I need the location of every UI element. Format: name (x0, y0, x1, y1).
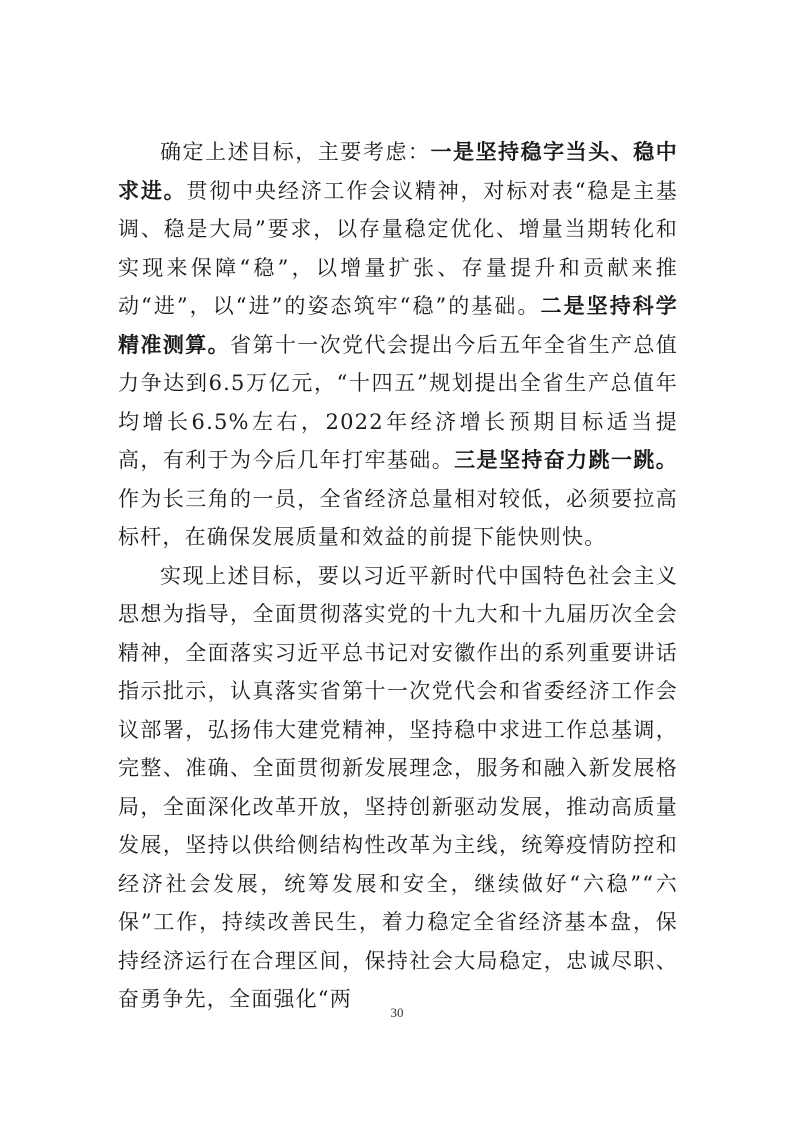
paragraph-2 (118, 557, 678, 1019)
body-text (118, 133, 678, 1019)
p1-seg-6: 作为长三角的一员，全省经济总量相对较低，必须要拉高标杆，在确保发展质量和效益的前提下能快则快。 (118, 486, 678, 549)
p1-seg-5-bold: 三是坚持奋力跳一跳。 (454, 448, 678, 472)
p1-seg-0: 确定上述目标，主要考虑： (160, 140, 431, 164)
p2-seg-0: 实现上述目标，要以习近平新时代中国特色社会主义思想为指导，全面贯彻落实党的十九大和十九届历次全会精神，全面落实习近平总书记对安徽作出的系列重要讲话指示批示，认真落实省第十一次党代会和省委经济工作会议部署，弘扬伟大建党精神，坚持稳中求进工作总基调，完整、准确、全面贯彻新发展理念，服务和融入新发展格局，全面深化改革开放，坚持创新驱动发展，推动高质量发展，坚持以供给侧结构性改革为主线，统筹疫情防控和经济社会发展，统筹发展和安全，继续做好“六稳”“六保”工作，持续改善民生，着力稳定全省经济基本盘，保持经济运行在合理区间，保持社会大局稳定，忠诚尽职、奋勇争先，全面强化“两 (118, 563, 678, 1011)
page-number: 30 (390, 1005, 404, 1020)
p1-seg-2: 贯彻中央经济工作会议精神，对标对表“稳是主基调、稳是大局”要求，以存量稳定优化、增量当期转化和实现来保障“稳”，以增量扩张、存量提升和贡献来推动“进”，以“进”的姿态筑牢“稳”的基础。 (118, 178, 678, 318)
p1-seg-1-bold: 一是坚持稳字当头、稳中求进。 (118, 140, 678, 203)
p1-seg-4: 省第十一次党代会提出今后五年全省生产总值力争达到6.5万亿元，“十四五”规划提出全省生产总值年均增长6.5%左右，2022年经济增长预期目标适当提高，有利于为今后几年打牢基础。 (118, 332, 679, 472)
paragraph-1 (118, 133, 678, 557)
p1-seg-3-bold: 二是坚持科学精准测算。 (118, 294, 678, 357)
